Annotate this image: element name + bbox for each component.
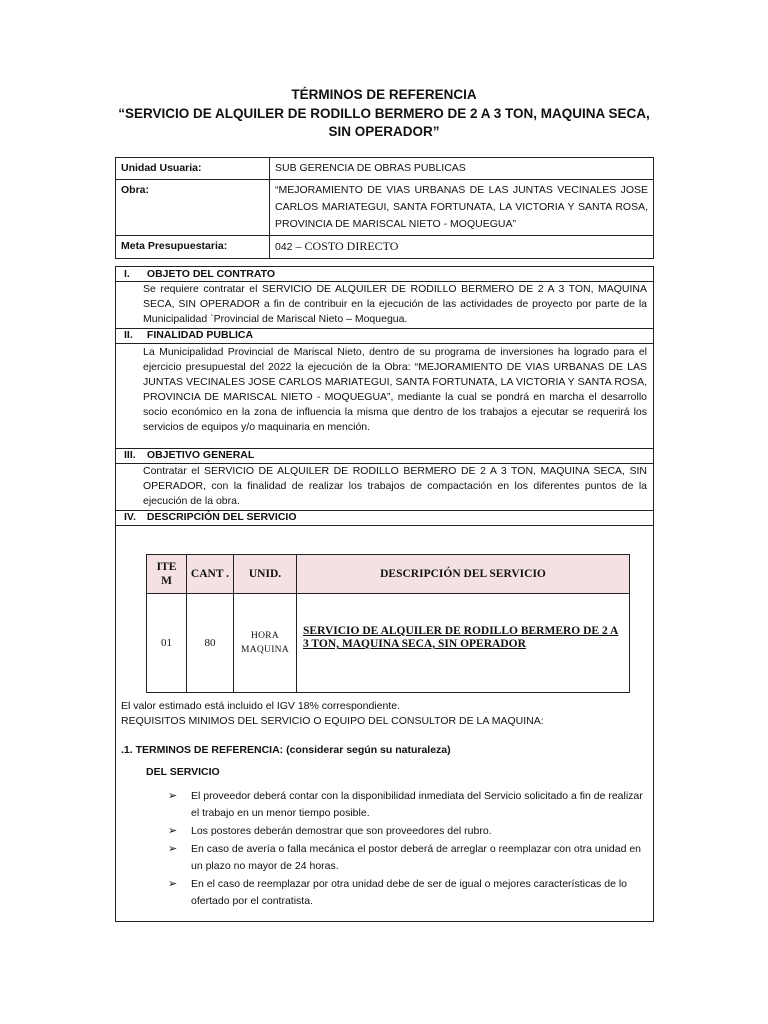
- section-3-number: III.: [124, 449, 136, 461]
- info-row-unidad: [116, 158, 654, 180]
- cell-item: 01: [147, 594, 187, 693]
- section-2-number: II.: [124, 329, 133, 341]
- divider: [116, 525, 653, 526]
- document-subtitle: “SERVICIO DE ALQUILER DE RODILLO BERMERO DE 2 A 3 TON, MAQUINA SECA, SIN OPERADOR”: [118, 106, 650, 139]
- list-item-text: En el caso de reemplazar por otra unidad debe de ser de igual o mejores características de lo ofertado por el contratista.: [191, 878, 627, 907]
- obra-label: Obra:: [116, 180, 270, 236]
- section-1-number: I.: [124, 268, 130, 280]
- unidad-value: SUB GERENCIA DE OBRAS PUBLICAS: [270, 158, 654, 180]
- unid-line-1: HORA: [250, 631, 280, 641]
- col-header-cant: CANT .: [187, 555, 234, 594]
- del-servicio-heading: DEL SERVICIO: [146, 766, 220, 778]
- info-row-obra: [116, 180, 654, 236]
- section-3-title: OBJETIVO GENERAL: [146, 449, 255, 461]
- igv-note: El valor estimado está incluido el IGV 18% correspondiente.: [121, 700, 400, 712]
- list-item: [166, 788, 647, 822]
- arrow-bullet-icon: ➢: [168, 878, 178, 890]
- section-4-number: IV.: [124, 511, 136, 523]
- section-3-header: [116, 448, 653, 462]
- unid-line-2: MAQUINA: [240, 645, 289, 655]
- col-header-item: ITE M: [147, 555, 187, 594]
- section-1-body: Se requiere contratar el SERVICIO DE ALQUILER DE RODILLO BERMERO DE 2 A 3 TON, MAQUINA SECA, SIN OPERADOR a fin de contribuir en la ejecución de las actividades de proyecto por parte de la Municipalidad `Provincial de Mariscal Nieto – Moquegua.: [143, 283, 647, 325]
- cell-descripcion: SERVICIO DE ALQUILER DE RODILLO BERMERO DE 2 A 3 TON, MAQUINA SECA, SIN OPERADOR: [297, 594, 630, 693]
- requirements-list: [166, 788, 647, 911]
- section-1-header: [116, 267, 653, 281]
- arrow-bullet-icon: ➢: [168, 843, 178, 855]
- section-2-body: La Municipalidad Provincial de Mariscal Nieto, dentro de su programa de inversiones ha logrado para el ejercicio presupuestal del 2022 la ejecución de la Obra: “MEJORAMIENTO DE VIAS URBANAS DE LAS JUNTAS VECINALES JOSE CARLOS MARIATEGUI, SANTA FORTUNATA, LA VICTORIA Y SANTA ROSA, PROVINCIA DE MARISCAL NIETO - MOQUEGUA”, mediante la cual se pondrá en marcha el desarrollo socio económico en la zona de influencia la misma que dentro de los trabajos a ejecutar se requerirá los servicios de equipos y/o maquinaria en mención.: [143, 346, 647, 433]
- meta-value-cell: [270, 236, 654, 259]
- col-header-descripcion: DESCRIPCIÓN DEL SERVICIO: [297, 555, 630, 594]
- list-item: [166, 841, 647, 875]
- list-item: [166, 823, 647, 840]
- meta-code: 042: [275, 241, 293, 253]
- section-4-title: DESCRIPCIÓN DEL SERVICIO: [146, 511, 297, 523]
- section-2-header: [116, 328, 653, 342]
- list-item-text: En caso de avería o falla mecánica el postor deberá de arreglar o reemplazar con otra unidad en un plazo no mayor de 24 horas.: [191, 843, 642, 872]
- section-4-header: [116, 510, 653, 524]
- info-table: [115, 157, 654, 259]
- section-2-title: FINALIDAD PUBLICA: [146, 329, 254, 341]
- service-table: [146, 554, 630, 693]
- arrow-bullet-icon: ➢: [168, 825, 178, 837]
- divider: [116, 343, 653, 344]
- arrow-bullet-icon: ➢: [168, 790, 178, 802]
- col-header-unid: UNID.: [234, 555, 297, 594]
- document-title: TÉRMINOS DE REFERENCIA: [291, 87, 477, 102]
- list-item: [166, 876, 647, 910]
- requisitos-heading: REQUISITOS MINIMOS DEL SERVICIO O EQUIPO DEL CONSULTOR DE LA MAQUINA:: [121, 715, 544, 727]
- cell-cant: 80: [187, 594, 234, 693]
- section-3-body: Contratar el SERVICIO DE ALQUILER DE RODILLO BERMERO DE 2 A 3 TON, MAQUINA SECA, SIN OPERADOR, con la finalidad de realizar los trabajos de compactación en los diferentes puntos de la ejecución de la obra.: [143, 465, 647, 507]
- meta-label: Meta Presupuestaria:: [116, 236, 270, 259]
- sections-box: [115, 266, 654, 922]
- info-row-meta: [116, 236, 654, 259]
- list-item-text: Los postores deberán demostrar que son proveedores del rubro.: [191, 825, 492, 837]
- section-1-title: OBJETO DEL CONTRATO: [146, 268, 276, 280]
- obra-value: “MEJORAMIENTO DE VIAS URBANAS DE LAS JUNTAS VECINALES JOSE CARLOS MARIATEGUI, SANTA FORTUNATA, LA VICTORIA Y SANTA ROSA, PROVINCIA DE MARISCAL NIETO - MOQUEGUA”: [270, 180, 654, 236]
- meta-value: – COSTO DIRECTO: [292, 239, 399, 253]
- service-table-header: [147, 555, 630, 594]
- table-row: [147, 594, 630, 693]
- list-item-text: El proveedor deberá contar con la disponibilidad inmediata del Servicio solicitado a fin de realizar el trabajo en un menor tiempo posible.: [191, 790, 643, 819]
- cell-unid: [234, 594, 297, 693]
- unidad-label: Unidad Usuaria:: [116, 158, 270, 180]
- terminos-heading: .1. TERMINOS DE REFERENCIA: (considerar según su naturaleza): [121, 744, 451, 756]
